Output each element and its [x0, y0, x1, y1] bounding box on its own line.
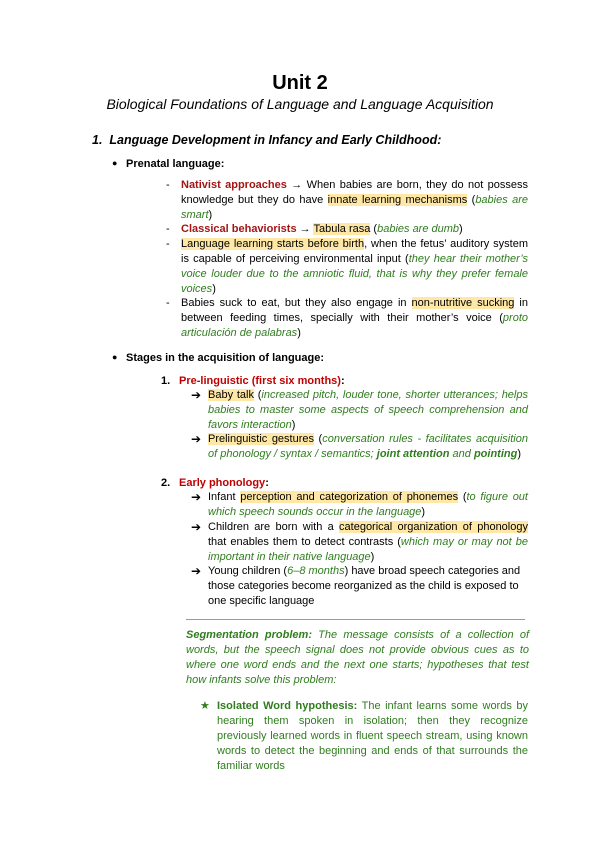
stages-heading [112, 352, 325, 364]
dash-icon: - [166, 223, 170, 235]
segmentation-text: The message consists of a collection of words, but the speech signal does not provide obvious cues as to where one word ends and the next one starts; hypotheses that test how infants solve this problem: [186, 629, 529, 686]
dash-icon: - [166, 179, 170, 191]
item-text: Babies suck to eat, but they also engage in [181, 297, 412, 309]
item-text: that enables them to detect contrasts ( [208, 536, 401, 548]
stage-2-item-categorical [191, 520, 528, 565]
note-text: and [449, 448, 474, 460]
item-text: in between feeding times, specially with their mother’s voice ( [181, 297, 528, 324]
stages-heading-text: Stages in the acquisition of language: [126, 352, 325, 364]
note-text: which may or may not be important in their native language [208, 536, 528, 563]
note-bold-text: joint attention [376, 448, 450, 460]
paren: ) [421, 506, 426, 518]
prenatal-item-before-birth [166, 237, 528, 297]
paren: ) [517, 448, 521, 460]
highlight-text: Language learning starts before birth [181, 238, 365, 250]
stage-label: Early phonology [179, 477, 266, 489]
highlight-text: perception and categorization of phonemes [240, 491, 459, 503]
prenatal-heading-text: Prenatal language: [126, 158, 225, 170]
paren: ) [370, 551, 375, 563]
section-heading-text: Language Development in Infancy and Early Childhood: [109, 133, 442, 147]
highlight-text: categorical organization of phonology [339, 521, 528, 533]
paren: ) [297, 327, 301, 339]
note-text: babies are dumb [377, 223, 460, 235]
term-behaviorists: Classical behaviorists [181, 223, 297, 235]
arrow-right-icon: ➔ [191, 520, 202, 534]
stage-number: 1. [161, 375, 171, 387]
item-text: ) have broad speech categories and those categories become reorganized as the child is exposed to one specific language [208, 565, 521, 607]
note-text: they hear their mother’s voice louder due to the amniotic fluid, that is why they prefer female voices [181, 253, 528, 295]
star-icon: ★ [200, 700, 210, 712]
note-text: conversation rules - facilitates acquisition of phonology / syntax / semantics; [208, 433, 528, 460]
prenatal-item-behaviorists [166, 222, 528, 237]
stage-1-item-gestures [191, 432, 528, 462]
highlight-text: non-nutritive sucking [411, 297, 515, 309]
note-text: babies are smart [181, 194, 529, 221]
stage-1-heading [161, 374, 345, 389]
paren: ( [253, 389, 262, 401]
arrow-right-icon: ➔ [191, 388, 202, 402]
arrow-right-icon: ➔ [191, 432, 202, 446]
stage-number: 2. [161, 477, 171, 489]
stage-1-item-baby-talk [191, 388, 528, 433]
paren: ) [459, 223, 463, 235]
stage-label: Pre-linguistic (first six months) [179, 375, 341, 387]
prenatal-item-sucking [166, 296, 528, 341]
stage-2-item-perception [191, 490, 528, 520]
item-text: When babies are born, they do not possess knowledge but they do have [181, 179, 528, 206]
segmentation-problem [186, 628, 529, 688]
item-text: Young children ( [208, 565, 288, 577]
stage-2-item-young-children [191, 564, 528, 609]
segmentation-term: Segmentation problem: [186, 629, 312, 641]
arrow-text: → [296, 223, 314, 235]
item-text: Infant [208, 491, 241, 503]
term-nativist: Nativist approaches [181, 179, 287, 191]
dash-icon: - [166, 297, 170, 309]
page-subtitle: Biological Foundations of Language and Language Acquisition [106, 96, 494, 112]
note-text: 6–8 months [287, 565, 345, 577]
arrow-text: → [286, 179, 307, 191]
prenatal-item-nativist [166, 178, 529, 223]
prenatal-heading [112, 158, 225, 170]
stage-colon: : [265, 477, 269, 489]
stage-colon: : [340, 375, 345, 387]
paren: ) [208, 209, 213, 221]
highlight-text: Prelinguistic gestures [208, 433, 315, 445]
note-bold-text: pointing [473, 448, 518, 460]
note-text: proto articulación de palabras [181, 312, 528, 339]
dash-icon: - [166, 238, 170, 250]
note-text: increased pitch, louder tone, shorter utterances; helps babies to master some aspects of speech comprehension and favors interaction [208, 389, 528, 431]
highlight-text: Tabula rasa [313, 223, 371, 235]
item-text: Children are born with a [208, 521, 340, 533]
paren: ( [314, 433, 323, 445]
paren: ( [458, 491, 467, 503]
paren: ) [212, 283, 216, 295]
page-title: Unit 2 [272, 72, 328, 94]
note-text: to figure out which speech sounds occur in the language [208, 491, 528, 518]
stage-2-heading [161, 476, 269, 491]
highlight-text: innate learning mechanisms [327, 194, 468, 206]
bullet-dot-icon: ● [112, 158, 118, 168]
item-text: , when the fetus’ auditory system is capable of perceiving environmental input ( [181, 238, 528, 265]
bullet-dot-icon: ● [112, 352, 118, 362]
hypothesis-text: The infant learns some words by hearing them spoken in isolation; then they recognize previously learned words in fluent speech stream, using known words to detect the beginning and ends of that surrounds the familiar words [217, 700, 528, 772]
arrow-right-icon: ➔ [191, 490, 202, 504]
paren: ( [370, 223, 378, 235]
section-number: 1. [92, 133, 103, 147]
divider-line [186, 619, 525, 620]
isolated-word-hypothesis [200, 699, 528, 774]
hypothesis-term: Isolated Word hypothesis: [217, 700, 358, 712]
arrow-right-icon: ➔ [191, 564, 202, 578]
section-heading [92, 133, 441, 147]
highlight-text: Baby talk [208, 389, 254, 401]
paren: ) [291, 419, 296, 431]
paren: ( [467, 194, 476, 206]
